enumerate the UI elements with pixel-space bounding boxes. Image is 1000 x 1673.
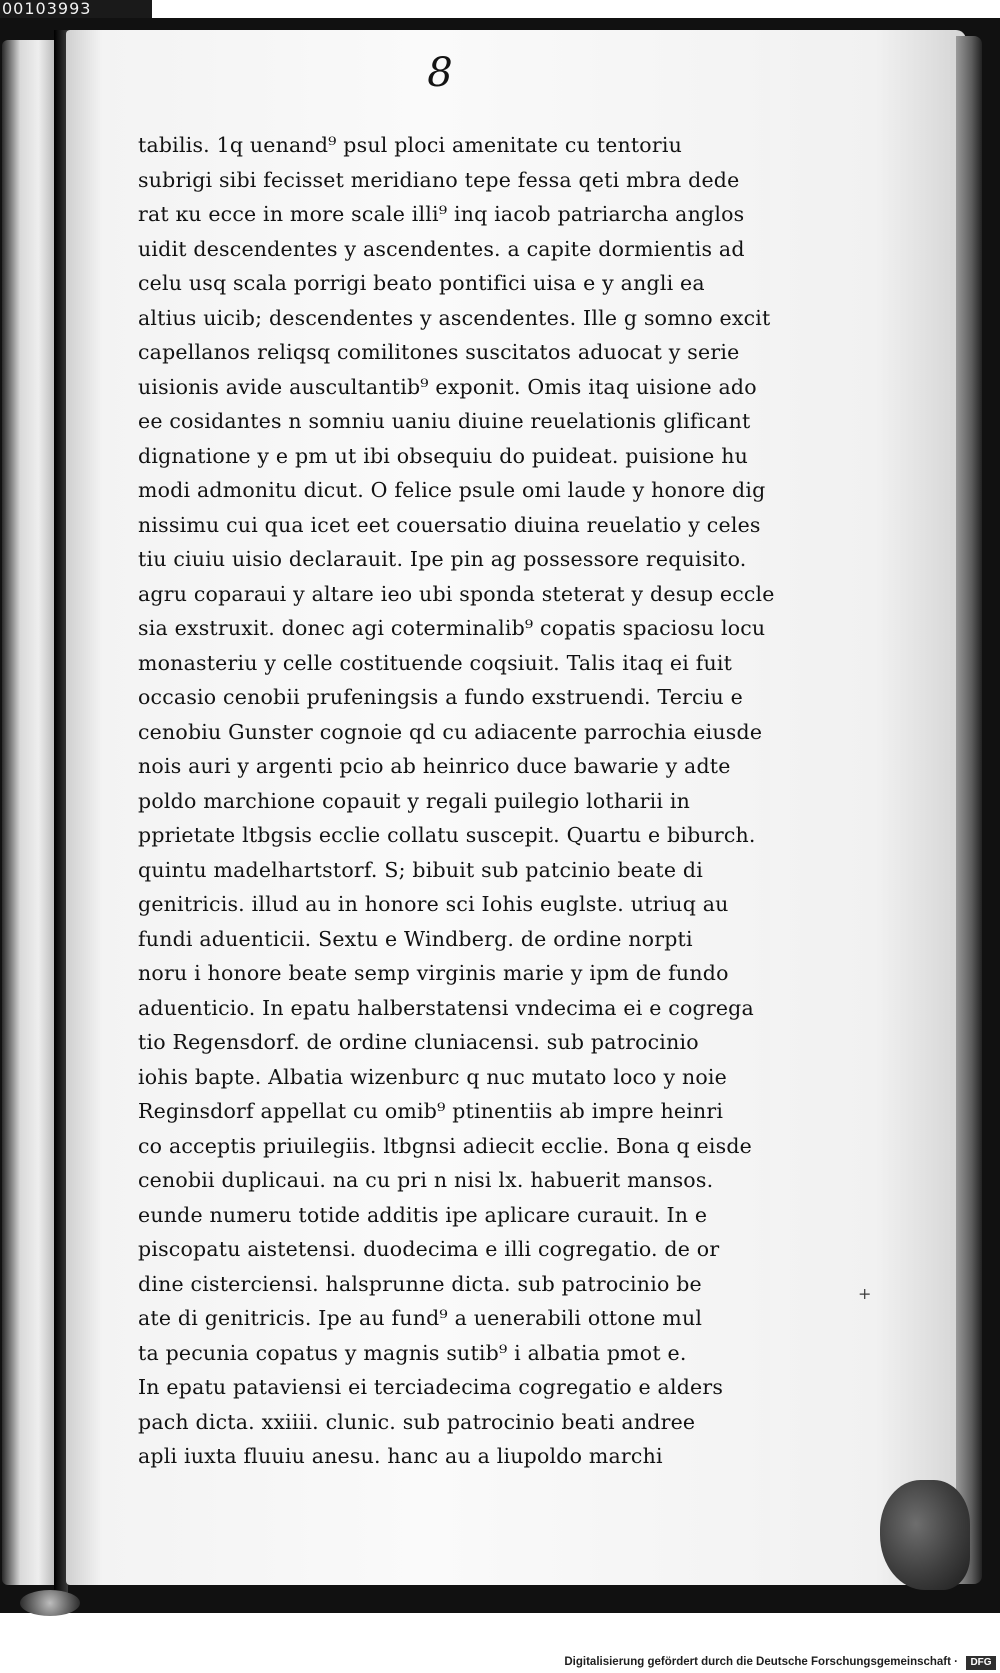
manuscript-line: ee cosidantes n somniu uaniu diuine reuelationis glificant <box>138 409 751 433</box>
folio-number: 8 <box>427 50 453 96</box>
manuscript-line: In epatu pataviensi ei terciadecima cogregatio e alders <box>138 1375 724 1399</box>
page-stack-edge <box>956 36 982 1584</box>
manuscript-line: poldo marchione copauit y regali puilegio lotharii in <box>138 788 691 813</box>
manuscript-line: cenobii duplicaui. na cu pri n nisi lx. habuerit mansos. <box>138 1168 714 1192</box>
manuscript-line: agru coparaui y altare ieo ubi sponda steterat y desup eccle <box>138 581 775 606</box>
manuscript-line: co acceptis priuilegiis. ltbgnsi adiecit ecclie. Bona q eisde <box>138 1133 753 1158</box>
shelfmark-label: 00103993 <box>0 0 152 18</box>
manuscript-text-block <box>138 128 838 1474</box>
manuscript-line: fundi aduenticii. Sextu e Windberg. de ordine norpti <box>138 926 693 951</box>
manuscript-line: genitricis. illud au in honore sci Iohis euglste. utriuq au <box>138 892 729 916</box>
manuscript-line: modi admonitu dicut. O felice psule omi laude y honore dig <box>138 478 766 502</box>
manuscript-line: altius uicib; descendentes y ascendentes. Ille g somno excit <box>138 305 771 330</box>
manuscript-line: nissimu cui qua icet eet couersatio diuina reuelatio y celes <box>138 512 761 537</box>
manuscript-line: pach dicta. xxiiii. clunic. sub patrocinio beati andree <box>138 1409 696 1434</box>
manuscript-line: Reginsdorf appellat cu omib⁹ ptinentiis ab impre heinri <box>138 1099 724 1123</box>
margin-note: + <box>858 1284 872 1303</box>
manuscript-line: tiu ciuiu uisio declarauit. Ipe pin ag possessore requisito. <box>138 547 747 571</box>
manuscript-line: apli iuxta fluuiu anesu. hanc au a liupoldo marchi <box>138 1444 663 1468</box>
manuscript-line: capellanos reliqsq comilitones suscitatos aduocat y serie <box>138 340 740 364</box>
manuscript-line: aduenticio. In epatu halberstatensi vndecima ei e cogrega <box>138 995 754 1020</box>
footer-credit: Digitalisierung gefördert durch die Deutsche Forschungsgemeinschaft · <box>564 1656 958 1668</box>
manuscript-line: noru i honore beate semp virginis marie y ipm de fundo <box>138 961 729 985</box>
dfg-logo: DFG <box>966 1656 996 1670</box>
manuscript-line: sia exstruxit. donec agi coterminalib⁹ copatis spaciosu locu <box>138 616 766 640</box>
manuscript-line: rat ĸu ecce in more scale illi⁹ inq iacob patriarcha anglos <box>138 202 745 226</box>
manuscript-line: subrigi sibi fecisset meridiano tepe fessa qeti mbra dede <box>138 167 740 192</box>
manuscript-line: cenobiu Gunster cognoie qd cu adiacente parrochia eiusde <box>138 719 763 744</box>
manuscript-line: eunde numeru totide additis ipe aplicare curauit. In e <box>138 1202 708 1227</box>
manuscript-line: ta pecunia copatus y magnis sutib⁹ i albatia pmot e. <box>138 1340 687 1365</box>
manuscript-line: monasteriu y celle costituende coqsiuit. Talis itaq ei fuit <box>138 650 733 675</box>
manuscript-line: ate di genitricis. Ipe au fund⁹ a uenerabili ottone mul <box>138 1306 703 1330</box>
thumb-shadow <box>880 1480 970 1590</box>
manuscript-line: tio Regensdorf. de ordine cluniacensi. sub patrocinio <box>138 1030 699 1054</box>
manuscript-line: pprietate ltbgsis ecclie collatu suscepit. Quartu e biburch. <box>138 823 756 847</box>
manuscript-line: uisionis avide auscultantib⁹ exponit. Omis itaq uisione ado <box>138 374 757 399</box>
manuscript-line: occasio cenobii prufeningsis a fundo exstruendi. Terciu e <box>138 685 743 709</box>
manuscript-line: quintu madelhartstorf. S; bibuit sub patcinio beate di <box>138 857 703 882</box>
left-leaf-edge <box>2 40 54 1585</box>
manuscript-line: iohis bapte. Albatia wizenburc q nuc mutato loco y noie <box>138 1064 727 1089</box>
binding-clasp <box>20 1590 80 1616</box>
manuscript-line: celu usq scala porrigi beato pontifici uisa e y angli ea <box>138 271 705 295</box>
manuscript-line: tabilis. 1q uenand⁹ psul ploci amenitate cu tentoriu <box>138 133 683 157</box>
manuscript-line: dine cisterciensi. halsprunne dicta. sub patrocinio be <box>138 1271 702 1296</box>
manuscript-line: dignatione y e pm ut ibi obsequiu do puideat. puisione hu <box>138 443 749 468</box>
manuscript-line: uidit descendentes y ascendentes. a capite dormientis ad <box>138 236 745 261</box>
manuscript-line: piscopatu aistetensi. duodecima e illi cogregatio. de or <box>138 1237 720 1261</box>
manuscript-line: nois auri y argenti pcio ab heinrico duce bawarie y adte <box>138 754 731 778</box>
